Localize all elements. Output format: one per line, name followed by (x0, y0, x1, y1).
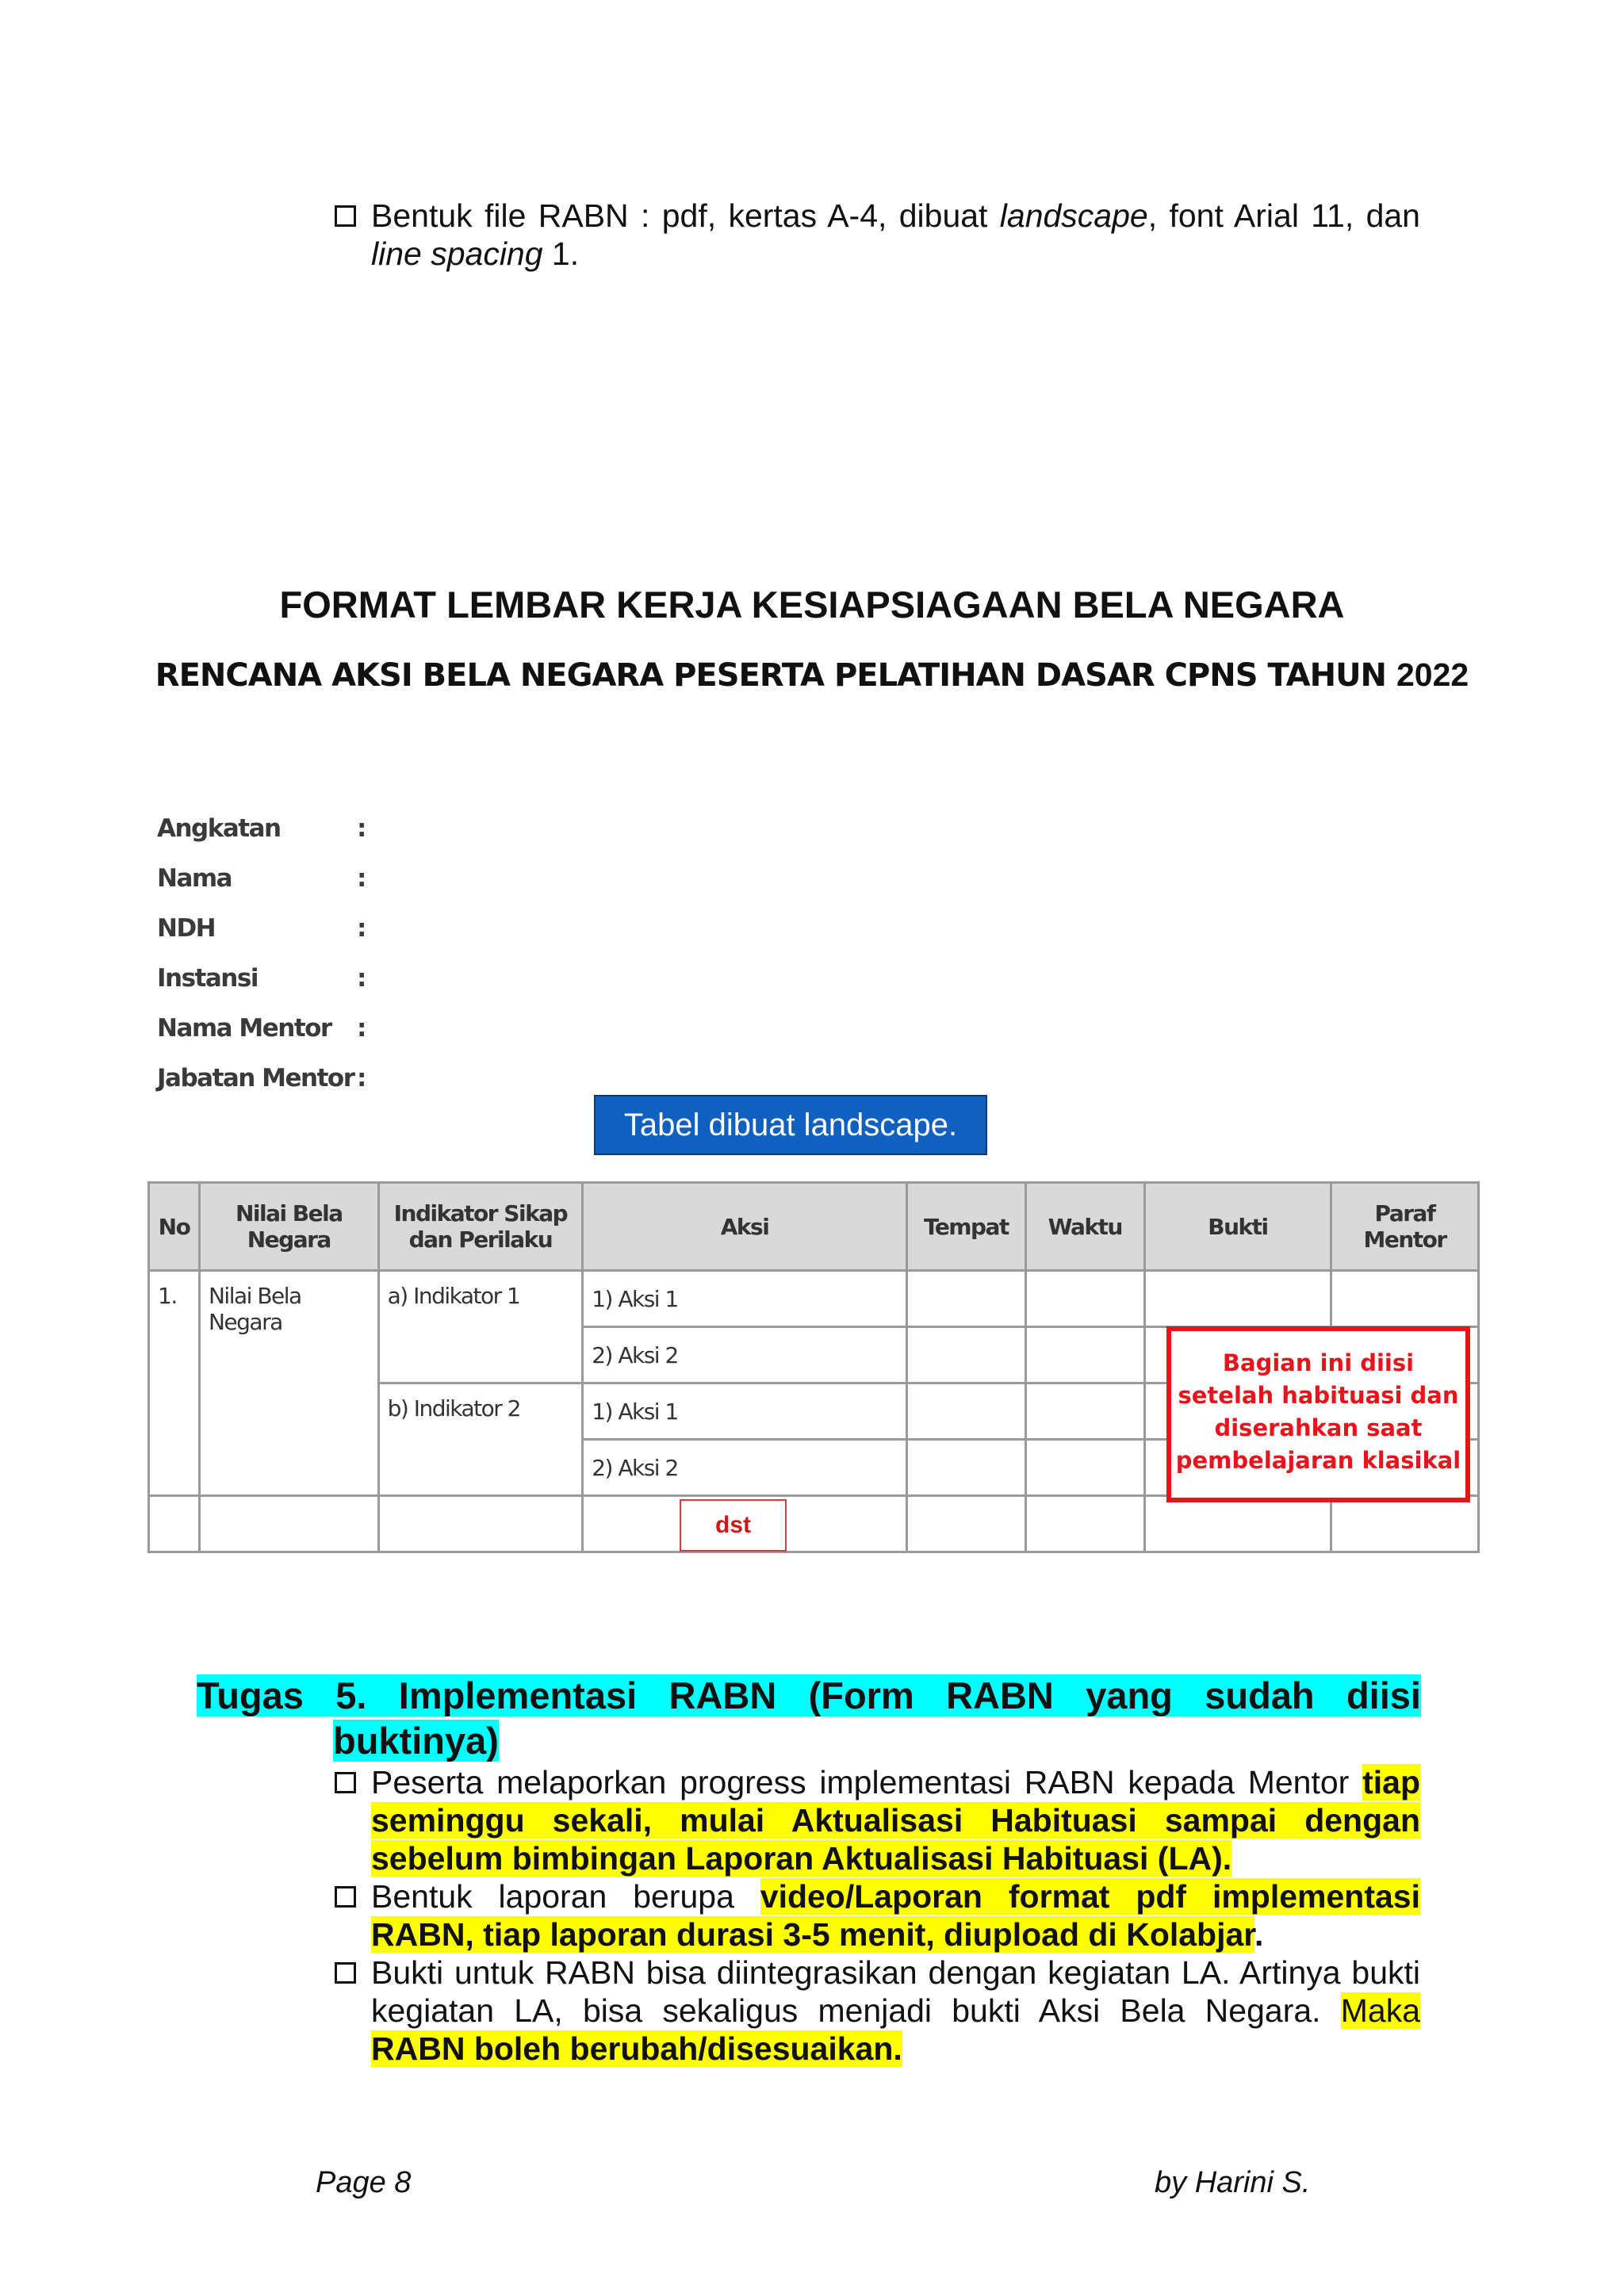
header-aksi: Aksi (583, 1183, 907, 1271)
cell-paraf (1331, 1271, 1479, 1327)
tugas-bullet-1: Peserta melaporkan progress implementasi RABN kepada Mentor tiap seminggu sekali, mulai Aktualisasi Habituasi sampai dengan sebelum bimbingan Laporan Aktualisasi Habituasi (LA). (371, 1763, 1420, 1877)
cell-tempat (906, 1271, 1025, 1327)
page-title: FORMAT LEMBAR KERJA KESIAPSIAGAAN BELA NEGARA (279, 584, 1345, 626)
cell-waktu (1025, 1383, 1144, 1440)
field-angkatan: Angkatan (157, 814, 281, 843)
cell-indikator-2: b) Indikator 2 (378, 1383, 583, 1496)
cell-tempat (906, 1327, 1025, 1383)
format-bullet: Bentuk file RABN : pdf, kertas A-4, dibuat landscape, font Arial 11, dan line spacing 1. (371, 197, 1420, 273)
page-number: Page 8 (316, 2166, 412, 2199)
table-row (149, 1271, 1479, 1327)
landscape-note: Tabel dibuat landscape. (594, 1095, 987, 1155)
header-nilai: Nilai Bela Negara (199, 1183, 378, 1271)
cell-tempat (906, 1440, 1025, 1496)
checkbox-bullet-icon (335, 205, 356, 227)
header-tempat: Tempat (906, 1183, 1025, 1271)
cell-aksi: 2) Aksi 2 (583, 1327, 907, 1383)
field-colon: : (357, 964, 367, 993)
tugas-bullet-2: Bentuk laporan berupa video/Laporan format pdf implementasi RABN, tiap laporan durasi 3-5 menit, diupload di Kolabjar. (371, 1877, 1420, 1954)
bukti-note: Bagian ini diisi setelah habituasi dan diserahkan saat pembelajaran klasikal (1166, 1326, 1470, 1502)
header-paraf: Paraf Mentor (1331, 1183, 1479, 1271)
table-header-row (149, 1183, 1479, 1271)
form-subtitle: RENCANA AKSI BELA NEGARA PESERTA PELATIHAN DASAR CPNS TAHUN 2022 (155, 656, 1469, 694)
cell-waktu (1025, 1271, 1144, 1327)
header-waktu: Waktu (1025, 1183, 1144, 1271)
cell-waktu (1025, 1440, 1144, 1496)
table-row (149, 1496, 1479, 1552)
field-nama-mentor: Nama Mentor (157, 1014, 331, 1043)
cell-nilai: Nilai Bela Negara (199, 1271, 378, 1496)
field-nama: Nama (157, 864, 232, 893)
header-no: No (149, 1183, 200, 1271)
field-colon: : (357, 1014, 367, 1043)
cell-waktu (1025, 1327, 1144, 1383)
cell-indikator-1: a) Indikator 1 (378, 1271, 583, 1383)
author-credit: by Harini S. (1155, 2166, 1311, 2199)
field-colon: : (357, 1064, 367, 1093)
field-colon: : (357, 864, 367, 893)
cell-aksi: 1) Aksi 1 (583, 1383, 907, 1440)
cell-no: 1. (149, 1271, 200, 1496)
tugas-heading: Tugas 5. Implementasi RABN (Form RABN yang sudah diisi buktinya) (197, 1674, 1421, 1762)
field-instansi: Instansi (157, 964, 258, 993)
dst-label: dst (680, 1499, 787, 1552)
tugas-bullet-3: Bukti untuk RABN bisa diintegrasikan dengan kegiatan LA. Artinya bukti kegiatan LA, bisa sekaligus menjadi bukti Aksi Bela Negara. Maka RABN boleh berubah/disesuaikan. (371, 1954, 1420, 2068)
cell-aksi: 2) Aksi 2 (583, 1440, 907, 1496)
field-colon: : (357, 914, 367, 943)
cell-bukti (1144, 1271, 1331, 1327)
checkbox-bullet-icon (335, 1962, 356, 1984)
header-bukti: Bukti (1144, 1183, 1331, 1271)
checkbox-bullet-icon (335, 1772, 356, 1793)
header-indikator: Indikator Sikap dan Perilaku (378, 1183, 583, 1271)
field-ndh: NDH (157, 914, 216, 943)
field-colon: : (357, 814, 367, 843)
cell-aksi: 1) Aksi 1 (583, 1271, 907, 1327)
cell-tempat (906, 1383, 1025, 1440)
checkbox-bullet-icon (335, 1886, 356, 1908)
field-jabatan-mentor: Jabatan Mentor (157, 1064, 354, 1093)
